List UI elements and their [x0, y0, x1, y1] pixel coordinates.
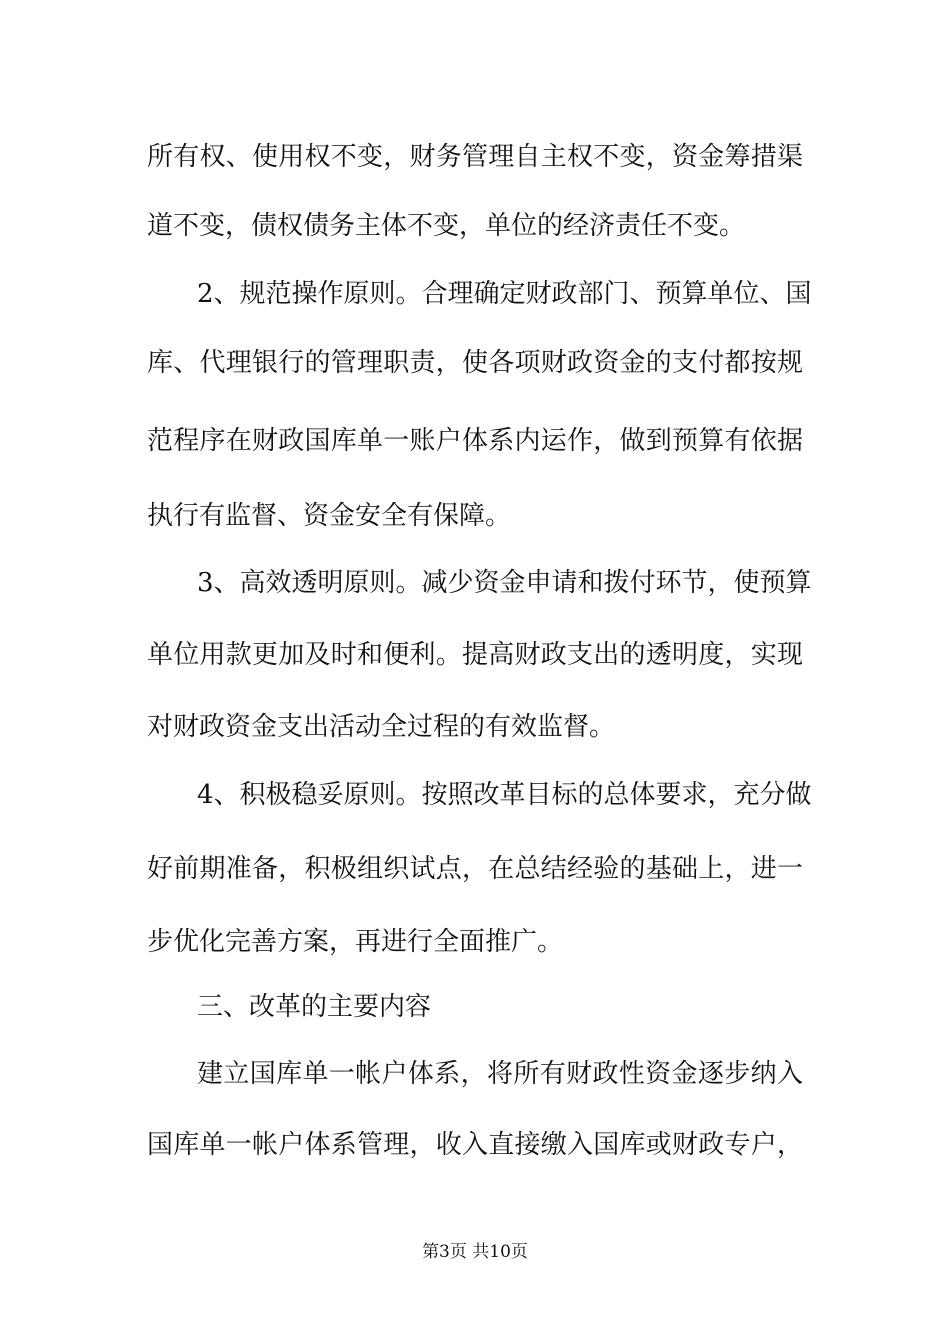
body-text-line: 单位用款更加及时和便利。提高财政支出的透明度，实现 [147, 640, 803, 670]
body-text-line: 执行有监督、资金安全有保障。 [147, 501, 512, 531]
body-text-line: 道不变，债权债务主体不变，单位的经济责任不变。 [147, 211, 746, 241]
body-text-line: 范程序在财政国库单一账户体系内运作，做到预算有依据 [147, 426, 803, 456]
body-text-line: 步优化完善方案，再进行全面推广。 [147, 927, 564, 957]
body-text-line: 2、规范操作原则。合理确定财政部门、预算单位、国 [197, 279, 812, 309]
body-text-line: 国库单一帐户体系管理，收入直接缴入国库或财政专户， [147, 1130, 803, 1160]
body-text-line: 3、高效透明原则。减少资金申请和拨付环节，使预算 [197, 568, 812, 598]
body-text-line: 建立国库单一帐户体系，将所有财政性资金逐步纳入 [197, 1059, 803, 1089]
page-footer: 第3页 共10页 [422, 1242, 528, 1262]
section-heading: 三、改革的主要内容 [197, 992, 432, 1022]
body-text-line: 4、积极稳妥原则。按照改革目标的总体要求，充分做 [197, 780, 812, 810]
body-text-line: 好前期准备，积极组织试点，在总结经验的基础上，进一 [147, 854, 803, 884]
body-text-line: 库、代理银行的管理职责，使各项财政资金的支付都按规 [147, 348, 803, 378]
body-text-line: 所有权、使用权不变，财务管理自主权不变，资金筹措渠 [147, 142, 803, 172]
body-text-line: 对财政资金支出活动全过程的有效监督。 [147, 712, 616, 742]
